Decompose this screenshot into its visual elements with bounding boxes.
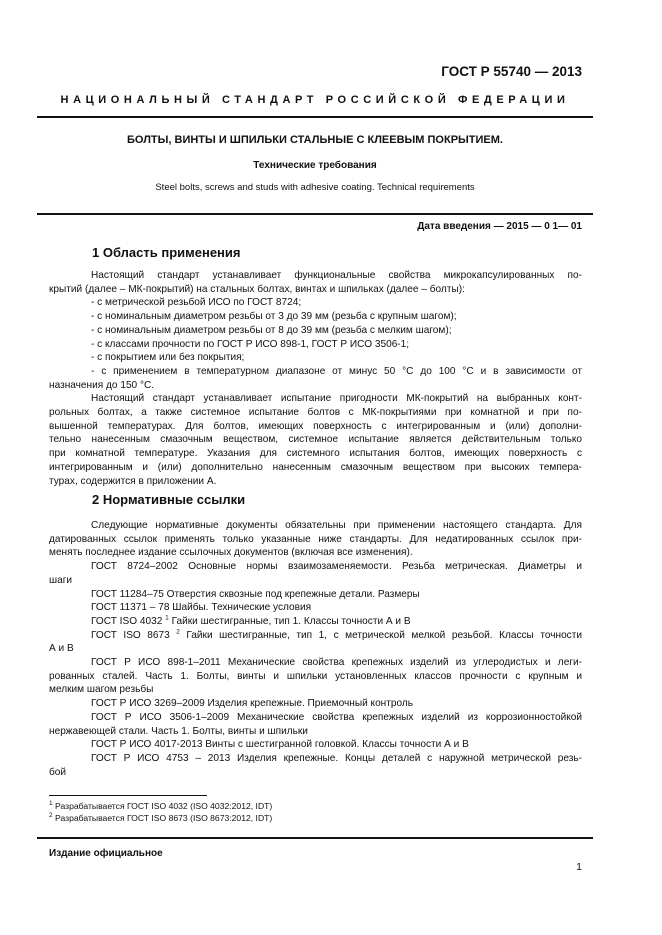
list-item: - с метрической резьбой ИСО по ГОСТ 8724; xyxy=(91,297,302,309)
reference-item: ГОСТ 11284–75 Отверстия сквозные под крепежные детали. Размеры xyxy=(91,588,420,600)
document-subtitle: Технические требования xyxy=(253,160,377,171)
list-item: - с классами прочности по ГОСТ Р ИСО 898-1, ГОСТ Р ИСО 3506-1; xyxy=(91,338,410,350)
footnote-marker: 2 xyxy=(176,628,180,636)
text-line: нержавеющей стали. Часть 1. Болты, винты и шпильки xyxy=(49,725,308,737)
reference-item: ГОСТ Р ИСО 3269–2009 Изделия крепежные. Приемочный контроль xyxy=(91,698,414,710)
text-line: назначения до 150 °С. xyxy=(49,379,155,391)
section-heading-references: 2 Нормативные ссылки xyxy=(92,492,246,507)
footnote-divider xyxy=(49,795,207,796)
text-line: шаги xyxy=(49,574,73,586)
section-body-references xyxy=(49,519,582,779)
text-line: вышенной температурах. Для болтов, имеющих поверхность с интегрированным и (или) дополни- xyxy=(49,420,582,432)
text-line: рольных болтах, а также системное испытание болтов с МК-покрытиями при комнатной и при по- xyxy=(49,407,582,419)
section-heading-scope: 1 Область применения xyxy=(92,245,241,260)
text-line: турах, содержится в приложении А. xyxy=(49,475,217,487)
section-body-scope xyxy=(49,269,582,488)
text-line: бой xyxy=(49,766,67,778)
document-code: ГОСТ Р 55740 — 2013 xyxy=(441,64,582,79)
top-divider xyxy=(37,116,593,118)
text-line: интегрированным и (или) дополнительно нанесенным смазочным веществом при высоких темпера- xyxy=(49,461,582,473)
footnote-1 xyxy=(49,800,272,812)
text-line: А и В xyxy=(49,643,74,655)
title-divider xyxy=(37,213,593,215)
text-line: датированных ссылок применять только указанные ниже стандарты. Для недатированных ссылок при- xyxy=(49,533,582,545)
list-item: - с номинальным диаметром резьбы от 3 до 39 мм (резьба с крупным шагом); xyxy=(91,311,457,323)
text-line: тельно нанесенным смазочным веществом, системное испытание является действительным только xyxy=(49,434,582,446)
page-number: 1 xyxy=(576,861,582,873)
reference-code: ГОСТ ISO 8673 xyxy=(91,629,177,641)
reference-item: ГОСТ Р ИСО 4753 – 2013 Изделия крепежные. Концы деталей с наружной метрической резь- xyxy=(91,752,582,764)
footnote-2 xyxy=(49,812,272,824)
text-line: мелким шагом резьбы xyxy=(49,684,154,696)
list-item: - с применением в температурном диапазоне от минус 50 °С до 100 °С и в зависимости от xyxy=(91,365,582,377)
footnote-marker: 2 xyxy=(49,812,53,820)
text-line: Следующие нормативные документы обязательны при применении настоящего стандарта. Для xyxy=(91,520,582,531)
text-line: крытий (далее – МК-покрытий) на стальных болтах, винтах и шпильках (далее – болты): xyxy=(49,283,465,295)
reference-title: Гайки шестигранные, тип 1. Классы точности А и В xyxy=(168,615,411,627)
text-line: менять последнее издание ссылочных документов (включая все изменения). xyxy=(49,547,413,559)
reference-item xyxy=(49,629,582,643)
text-line: рованных сталей. Часть 1. Болты, винты и шпильки установленных классов прочности с крупным и xyxy=(49,670,582,682)
footnote-text: Разрабатывается ГОСТ ISO 8673 (ISO 8673:2012, IDT) xyxy=(52,813,273,823)
text-line: при комнатной температуре. Указания для системного испытания болтов, имеющих поверхность с xyxy=(49,448,582,460)
footnote-marker: 1 xyxy=(49,800,53,808)
reference-title: Гайки шестигранные, тип 1, с метрической мелкой резьбой. Классы точности xyxy=(179,629,582,641)
reference-code: ГОСТ ISO 4032 xyxy=(91,615,166,627)
reference-item: ГОСТ 8724–2002 Основные нормы взаимозаменяемости. Резьба метрическая. Диаметры и xyxy=(91,561,582,573)
list-item: - с покрытием или без покрытия; xyxy=(91,352,245,364)
list-item: - с номинальным диаметром резьбы от 8 до 39 мм (резьба с мелким шагом); xyxy=(91,324,452,336)
reference-item: ГОСТ 11371 – 78 Шайбы. Технические условия xyxy=(91,602,312,614)
introduction-date: Дата введения — 2015 — 0 1— 01 xyxy=(417,221,582,232)
footnote-text: Разрабатывается ГОСТ ISO 4032 (ISO 4032:2012, IDT) xyxy=(52,801,273,811)
reference-item: ГОСТ Р ИСО 4017-2013 Винты с шестигранной головкой. Классы точности А и В xyxy=(91,739,469,751)
document-title: БОЛТЫ, ВИНТЫ И ШПИЛЬКИ СТАЛЬНЫЕ С КЛЕЕВЫМ ПОКРЫТИЕМ. xyxy=(127,134,503,146)
national-standard-caption: НАЦИОНАЛЬНЫЙ СТАНДАРТ РОССИЙСКОЙ ФЕДЕРАЦИИ xyxy=(60,94,570,106)
reference-item xyxy=(49,615,582,629)
footnotes xyxy=(49,800,272,824)
text-line: Настоящий стандарт устанавливает испытание пригодности МК-покрытий на выбранных конт- xyxy=(91,393,582,405)
footnote-marker: 1 xyxy=(165,614,169,622)
reference-item: ГОСТ Р ИСО 898-1–2011 Механические свойства крепежных изделий из углеродистых и леги- xyxy=(91,657,582,669)
text-line: Настоящий стандарт устанавливает функциональные свойства микрокапсулированных по- xyxy=(91,270,582,281)
reference-item: ГОСТ Р ИСО 3506-1–2009 Механические свойства крепежных изделий из коррозионностойкой xyxy=(91,711,582,723)
document-title-english: Steel bolts, screws and studs with adhesive coating. Technical requirements xyxy=(155,182,475,193)
edition-label: Издание официальное xyxy=(49,848,163,859)
bottom-divider xyxy=(37,837,593,839)
